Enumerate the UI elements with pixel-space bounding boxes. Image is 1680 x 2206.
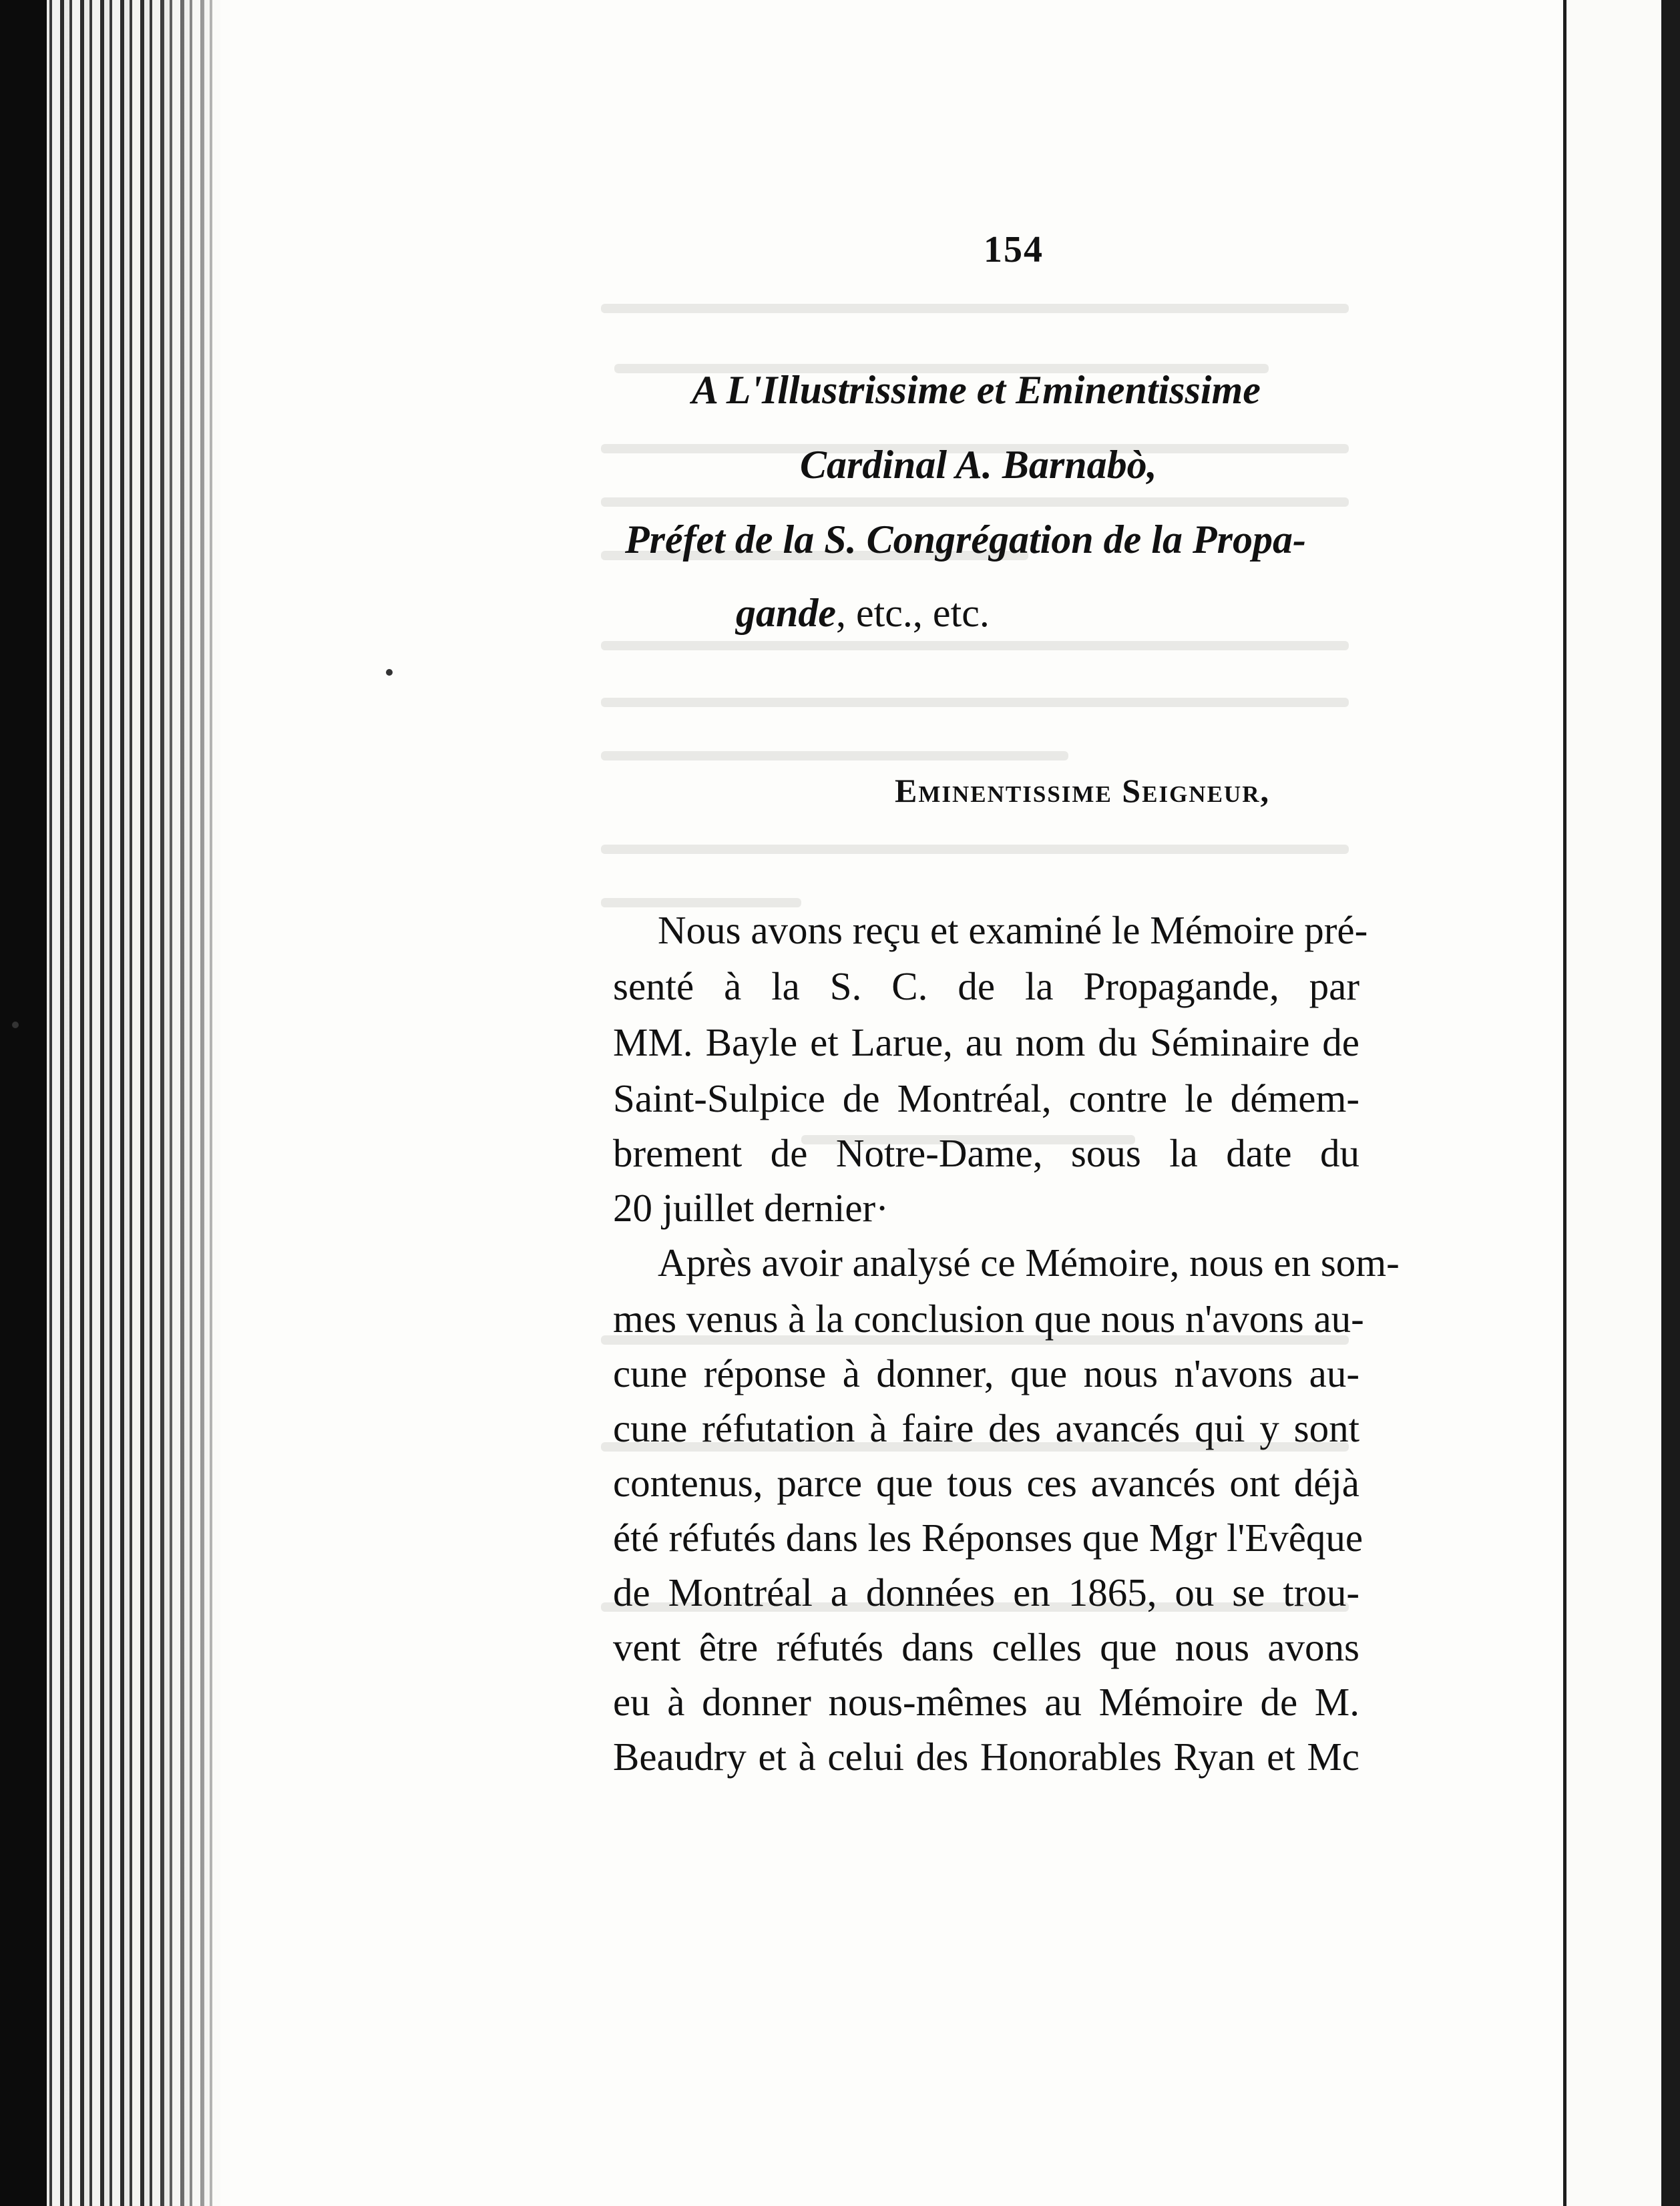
paragraph-2-line: Beaudry et à celui des Honorables Ryan et Mc <box>613 1735 1359 1779</box>
paragraph-2-line: Après avoir analysé ce Mémoire, nous en som- <box>658 1241 1400 1285</box>
paragraph-2-line: eu à donner nous-mêmes au Mémoire de M. <box>613 1680 1359 1724</box>
paragraph-2-line: mes venus à la conclusion que nous n'avons au- <box>613 1297 1364 1341</box>
paragraph-1-line: senté à la S. C. de la Propagande, par <box>613 964 1359 1008</box>
binding-shadow <box>0 0 47 2206</box>
bleed-through-line <box>601 304 1349 313</box>
paragraph-1-line: Saint-Sulpice de Montréal, contre le démem- <box>613 1076 1359 1120</box>
next-page-edge <box>1563 0 1680 2206</box>
bleed-through-line <box>601 845 1349 854</box>
ink-speck <box>386 669 393 676</box>
ink-speck <box>12 1022 19 1028</box>
paragraph-2-line: été réfutés dans les Réponses que Mgr l'Evêque <box>613 1516 1363 1560</box>
paragraph-1-line: brement de Notre-Dame, sous la date du <box>613 1131 1359 1175</box>
bleed-through-line <box>601 641 1349 650</box>
paragraph-2-line: cune réfutation à faire des avancés qui y sont <box>613 1406 1359 1450</box>
binding-fade <box>154 0 247 2206</box>
page-number: 154 <box>984 229 1044 270</box>
bleed-through-line <box>601 898 801 907</box>
address-line-4 <box>736 589 1484 637</box>
bleed-through-line <box>601 497 1349 507</box>
paragraph-2-line: vent être réfutés dans celles que nous avons <box>613 1625 1359 1669</box>
address-line-2: Cardinal A. Barnabò, <box>800 443 1157 487</box>
address-etc: , etc., etc. <box>836 591 990 635</box>
address-line-3: Préfet de la S. Congrégation de la Propa- <box>625 517 1306 562</box>
paragraph-2-line: cune réponse à donner, que nous n'avons au- <box>613 1351 1359 1395</box>
address-line-1: A L'Illustrissime et Eminentissime <box>692 368 1261 412</box>
bleed-through-line <box>601 751 1068 760</box>
address-gande: gande <box>736 591 836 635</box>
paragraph-1-line: 20 juillet dernier· <box>613 1186 889 1230</box>
paragraph-2-line: contenus, parce que tous ces avancés ont déjà <box>613 1461 1359 1505</box>
bleed-through-line <box>601 698 1349 707</box>
paragraph-1-line: MM. Bayle et Larue, au nom du Séminaire de <box>613 1020 1359 1064</box>
salutation: Eminentissime Seigneur, <box>895 772 1270 809</box>
paragraph-2-line: de Montréal a données en 1865, ou se trou- <box>613 1570 1359 1614</box>
paragraph-1-line: Nous avons reçu et examiné le Mémoire pré- <box>658 908 1368 952</box>
